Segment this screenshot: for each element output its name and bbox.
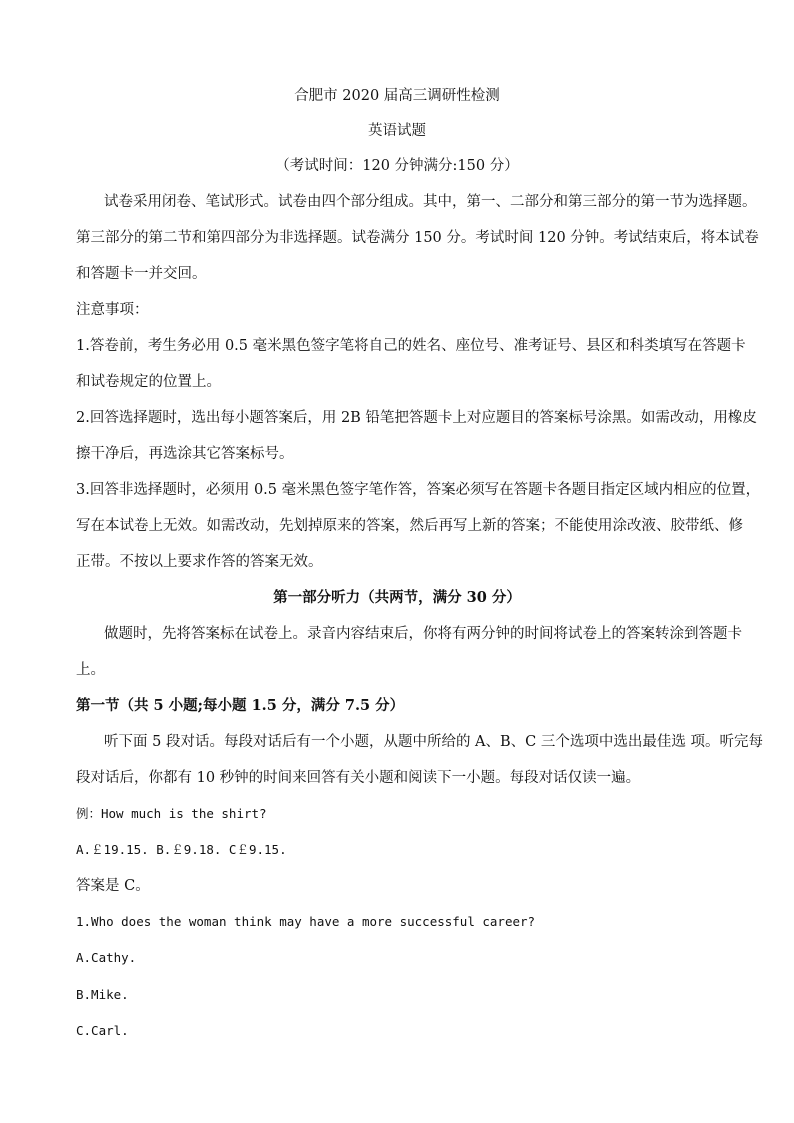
question-1-option-c: C.Carl. (76, 1023, 129, 1038)
exam-info: （考试时间：120 分钟满分:150 分） (275, 158, 519, 174)
notes-heading: 注意事项： (76, 302, 149, 318)
example-options: A.￡19.15. B.￡9.18. C￡9.15. (76, 842, 287, 857)
note-line: 擦干净后，再选涂其它答案标号。 (76, 446, 294, 462)
intro-line: 和答题卡一并交回。 (76, 266, 207, 282)
example-answer: 答案是 C。 (76, 878, 150, 894)
part1-instruction: 做题时，先将答案标在试卷上。录音内容结束后，你将有两分钟的时间将试卷上的答案转涂到答题卡 (104, 626, 742, 642)
example-question: 例：How much is the shirt? (76, 806, 267, 821)
intro-line: 试卷采用闭卷、笔试形式。试卷由四个部分组成。其中，第一、二部分和第三部分的第一节为选择题。 (104, 194, 757, 210)
question-1-option-a: A.Cathy. (76, 950, 137, 965)
note-line: 正带。不按以上要求作答的答案无效。 (76, 554, 323, 570)
subject-title: 英语试题 (368, 123, 426, 139)
note-line: 1.答卷前，考生务必用 0.5 毫米黑色签字笔将自己的姓名、座位号、准考证号、县区和科类填写在答题卡 (76, 338, 746, 354)
exam-title: 合肥市 2020 届高三调研性检测 (294, 88, 500, 104)
note-line: 和试卷规定的位置上。 (76, 374, 221, 390)
section1-instruction: 段对话后，你都有 10 秒钟的时间来回答有关小题和阅读下一小题。每段对话仅读一遍。 (76, 770, 641, 786)
intro-line: 第三部分的第二节和第四部分为非选择题。试卷满分 150 分。考试时间 120 分钟。考试结束后，将本试卷 (76, 230, 759, 246)
section1-heading: 第一节（共 5 小题;每小题 1.5 分，满分 7.5 分） (76, 697, 405, 714)
section1-instruction: 听下面 5 段对话。每段对话后有一个小题，从题中所给的 A、B、C 三个选项中选出最佳选 项。听完每 (104, 734, 763, 750)
part1-instruction: 上。 (76, 662, 105, 678)
note-line: 3.回答非选择题时，必须用 0.5 毫米黑色签字笔作答，答案必须写在答题卡各题目指定区域内相应的位置， (76, 482, 761, 498)
question-1-option-b: B.Mike. (76, 987, 129, 1002)
part1-heading: 第一部分听力（共两节，满分 30 分） (273, 589, 521, 606)
note-line: 2.回答选择题时，选出每小题答案后，用 2B 铅笔把答题卡上对应题目的答案标号涂黑。如需改动，用橡皮 (76, 410, 757, 426)
question-1: 1.Who does the woman think may have a more successful career? (76, 914, 536, 929)
note-line: 写在本试卷上无效。如需改动，先划掉原来的答案，然后再写上新的答案；不能使用涂改液、胶带纸、修 (76, 518, 743, 534)
